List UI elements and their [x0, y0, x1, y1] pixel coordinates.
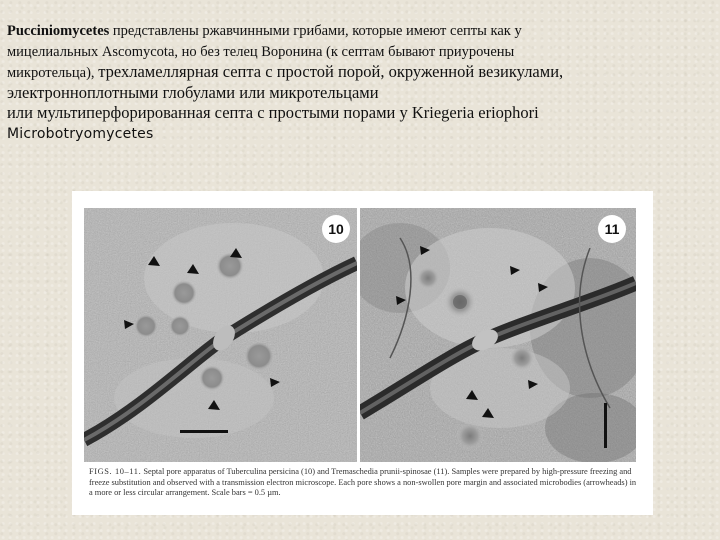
slide-text — [7, 24, 712, 141]
text-line-3-big: трехламеллярная септа с простой порой, окруженной везикулами, — [98, 62, 564, 81]
text-line-1 — [7, 24, 712, 39]
micrograph-image-11 — [360, 208, 636, 462]
figure-caption — [89, 467, 641, 499]
text-line-6-microbotryomycetes: Microbotryomycetes — [7, 125, 154, 142]
text-line-3 — [7, 64, 712, 81]
panel-label-10: 10 — [328, 221, 344, 237]
term-pucciniomycetes: Pucciniomycetes — [7, 23, 110, 39]
scale-bar-vertical — [604, 403, 607, 448]
micrograph-panel-10 — [84, 208, 357, 462]
text-line-1-rest: представлены ржавчинными грибами, которые имеют септы как у — [109, 23, 522, 39]
caption-label: FIGS. 10–11. — [89, 467, 142, 476]
micrograph-figure — [72, 191, 653, 515]
scale-bar — [180, 430, 228, 433]
text-line-3-small: микротельца), — [7, 65, 99, 81]
micrograph-panel-11 — [360, 208, 636, 462]
text-line-2: мицелиальных Ascomycota, но без телец Воронина (к септам бывают приурочены — [7, 43, 515, 60]
caption-text: Septal pore apparatus of Tuberculina persicina (10) and Tremaschedia prunii-spinosae (11). Samples were prepared by high-pressure freezing and freeze substitution and observed with a transmission electron microscope. Each pore shows a non-swollen pore margin and associated microbodies (arrowheads) in a more or less circular arrangement. Scale bars = 0.5 µm. — [89, 467, 637, 497]
micrograph-image-10 — [84, 208, 357, 462]
text-line-4: электронноплотными глобулами или микротельцами — [7, 82, 379, 102]
panel-label-11: 11 — [604, 221, 620, 237]
text-line-5: или мультиперфорированная септа с простыми порами у Kriegeria eriophori — [7, 103, 539, 122]
